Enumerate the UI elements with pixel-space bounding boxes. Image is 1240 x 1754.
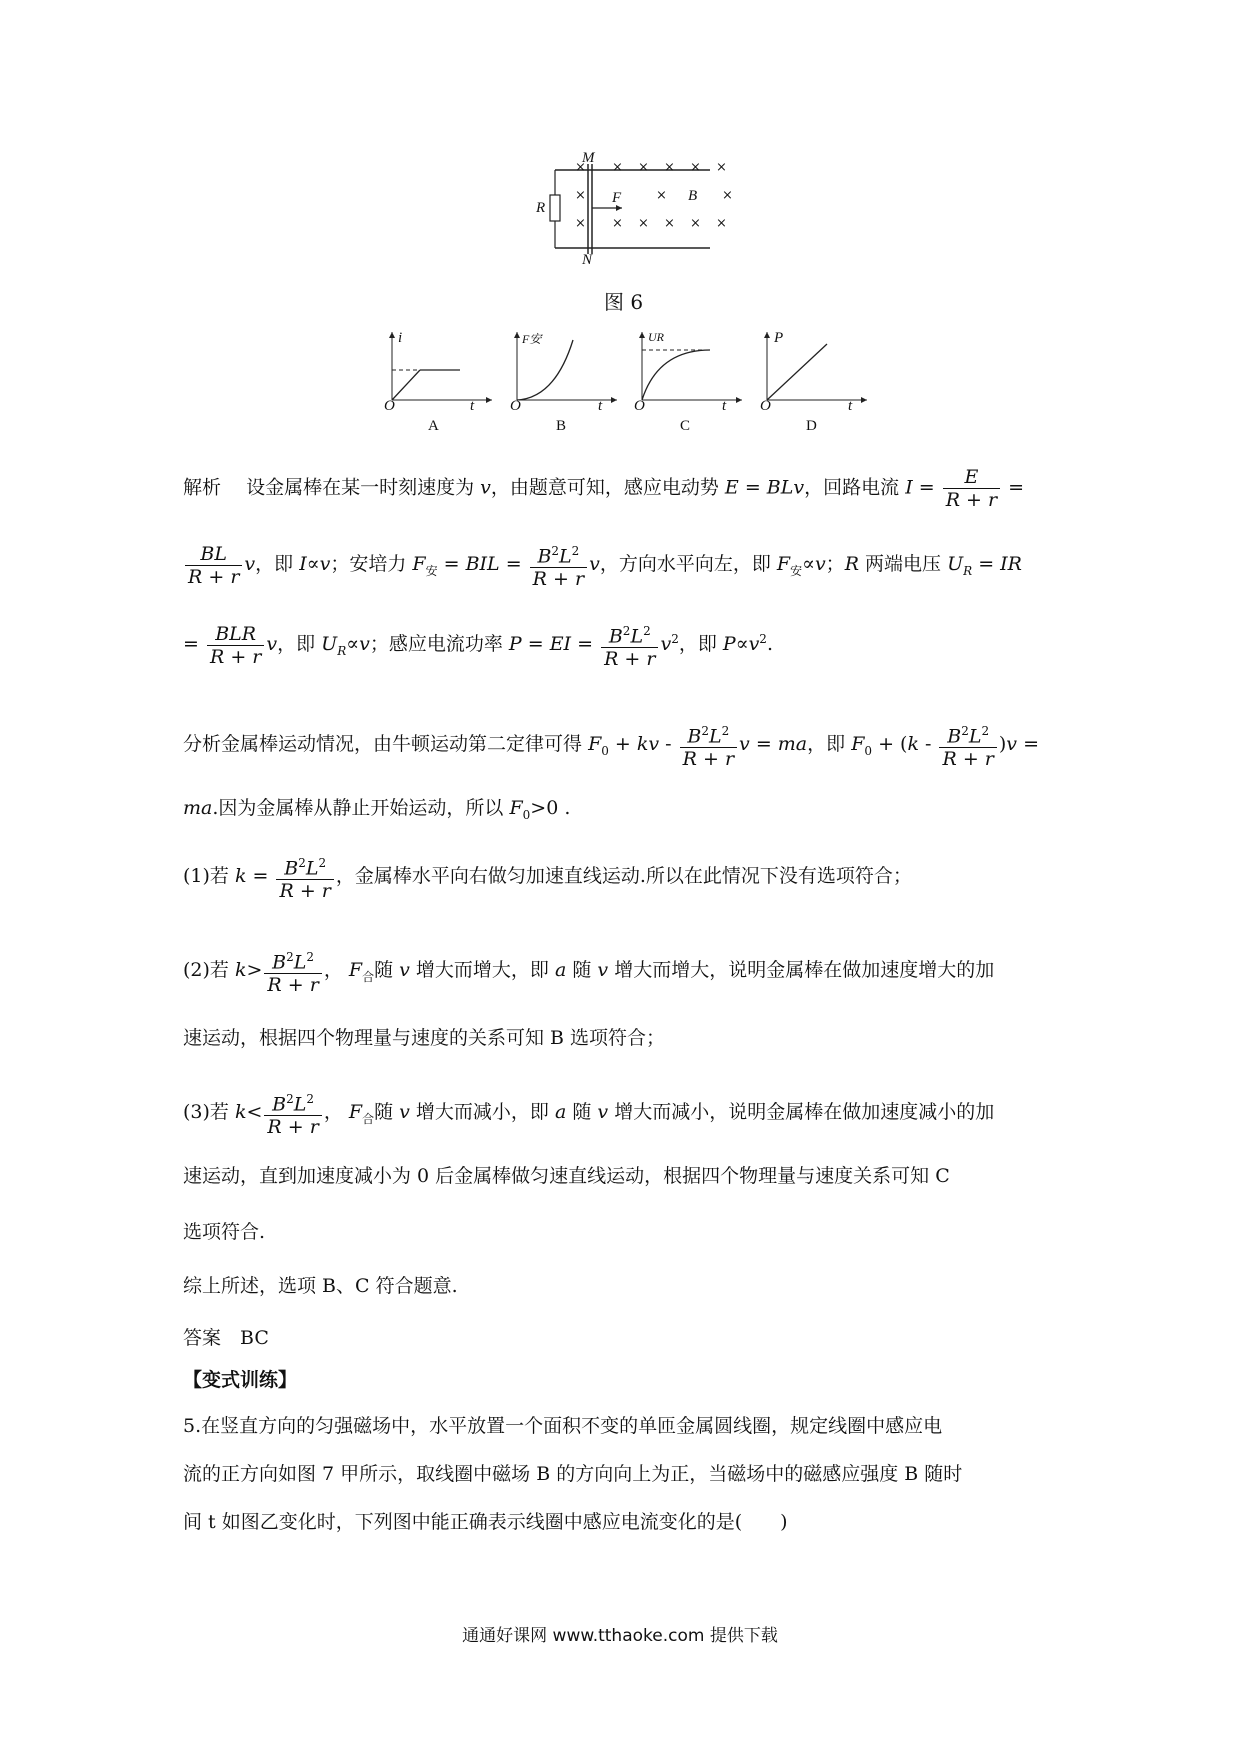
graph-C-origin: O <box>634 398 645 414</box>
field-cross: × <box>638 216 649 231</box>
field-cross: × <box>612 160 623 175</box>
field-cross: × <box>690 160 701 175</box>
solution-line-4: 分析金属棒运动情况，由牛顿运动第二定律可得 $F_0$ + kv - $\frac{B^2L^2}{R + r}$ v = ma，即 $F_0 + (k$ - $\frac{B^2L^2}{R + r}$ )v = <box>183 720 1039 770</box>
answer-line: 答案 BC <box>183 1327 269 1349</box>
graph-B-x: t <box>598 398 603 414</box>
case-3-line-cont: 速运动，直到加速度减小为 0 后金属棒做匀速直线运动，根据四个物理量与速度关系可知 C <box>183 1165 950 1187</box>
graph-D-letter: D <box>806 418 817 434</box>
graph-A-letter: A <box>428 418 439 434</box>
graph-C-letter: C <box>680 418 691 434</box>
question-5-line-2: 流的正方向如图 7 甲所示，取线圈中磁场 B 的方向向上为正，当磁场中的磁感应强度 B 随时 <box>183 1463 963 1485</box>
field-cross: × <box>575 216 586 231</box>
case-2-line: (2)若 k> $\frac{B^2L^2}{R + r}$ ， $F_合$随 v 增大而增大，即 a 随 v 增大而增大，说明金属棒在做加速度增大的加 <box>183 946 994 996</box>
question-5-line-3: 间 t 如图乙变化时，下列图中能正确表示线圈中感应电流变化的是( ) <box>183 1511 788 1533</box>
page-footer: 通通好课网 www.tthaoke.com 提供下载 <box>462 1626 778 1646</box>
figure-6-caption: 图 6 <box>604 290 644 314</box>
question-5-line-1: 5.在竖直方向的匀强磁场中，水平放置一个面积不变的单匝金属圆线圈，规定线圈中感应电 <box>183 1415 943 1437</box>
label-F: F <box>612 190 622 206</box>
field-cross: × <box>612 216 623 231</box>
field-cross: × <box>575 188 586 203</box>
case-2-line-cont: 速运动，根据四个物理量与速度的关系可知 B 选项符合； <box>183 1027 666 1049</box>
case-3-line: (3)若 k< $\frac{B^2L^2}{R + r}$ ， $F_合$随 v 增大而减小，即 a 随 v 增大而减小，说明金属棒在做加速度减小的加 <box>183 1088 994 1138</box>
solution-line-2: $\frac{BL}{R + r}$ v，即 I∝v；安培力 $F_安$ = BIL = $\frac{B^2L^2}{R + r}$ v，方向水平向左，即 $F_安\propto v$；R 两端电压 $U_R$ = IR <box>183 540 1022 590</box>
graph-D <box>755 328 875 408</box>
variant-training-heading: 【变式训练】 <box>183 1369 298 1391</box>
graph-D-y: P <box>774 330 784 346</box>
field-cross: × <box>664 160 675 175</box>
label-R: R <box>536 200 546 216</box>
graph-B-origin: O <box>510 398 521 414</box>
graph-A-origin: O <box>384 398 395 414</box>
solution-line-3: = $\frac{\text{BLR}}{R + r}$ v，即 $U_R\propto v$；感应电流功率 P = EI = $\frac{B^2L^2}{R + r}$ $v^2$，即 $P\propto v^2$. <box>183 620 773 670</box>
label-M: M <box>582 150 595 166</box>
summary-line: 综上所述，选项 B、C 符合题意. <box>183 1275 458 1297</box>
solution-line-5: ma.因为金属棒从静止开始运动，所以 $F_0>0$ . <box>183 797 571 822</box>
graph-B-y: F安 <box>522 332 542 346</box>
field-cross: × <box>716 160 727 175</box>
field-cross: × <box>638 160 649 175</box>
field-cross: × <box>656 188 667 203</box>
graph-D-x: t <box>848 398 853 414</box>
case-3-line-end: 选项符合. <box>183 1221 266 1243</box>
field-cross: × <box>664 216 675 231</box>
field-cross: × <box>690 216 701 231</box>
graph-C-y: UR <box>648 330 664 344</box>
case-1-line: (1)若 k = $\frac{B^2L^2}{R + r}$ ，金属棒水平向右做匀加速直线运动.所以在此情况下没有选项符合； <box>183 852 912 902</box>
graph-A-y: i <box>398 330 403 346</box>
field-cross: × <box>722 188 733 203</box>
field-cross: × <box>575 160 586 175</box>
graph-A-x: t <box>470 398 475 414</box>
field-cross: × <box>716 216 727 231</box>
label-B: B <box>688 188 698 204</box>
solution-line-1: 解析 设金属棒在某一时刻速度为 v，由题意可知，感应电动势 E = BLv，回路电流 I = $\frac{E}{R + r}$ = <box>183 466 1025 511</box>
graph-C-x: t <box>722 398 727 414</box>
graph-B-letter: B <box>556 418 567 434</box>
label-N: N <box>582 252 593 268</box>
graph-D-origin: O <box>760 398 771 414</box>
